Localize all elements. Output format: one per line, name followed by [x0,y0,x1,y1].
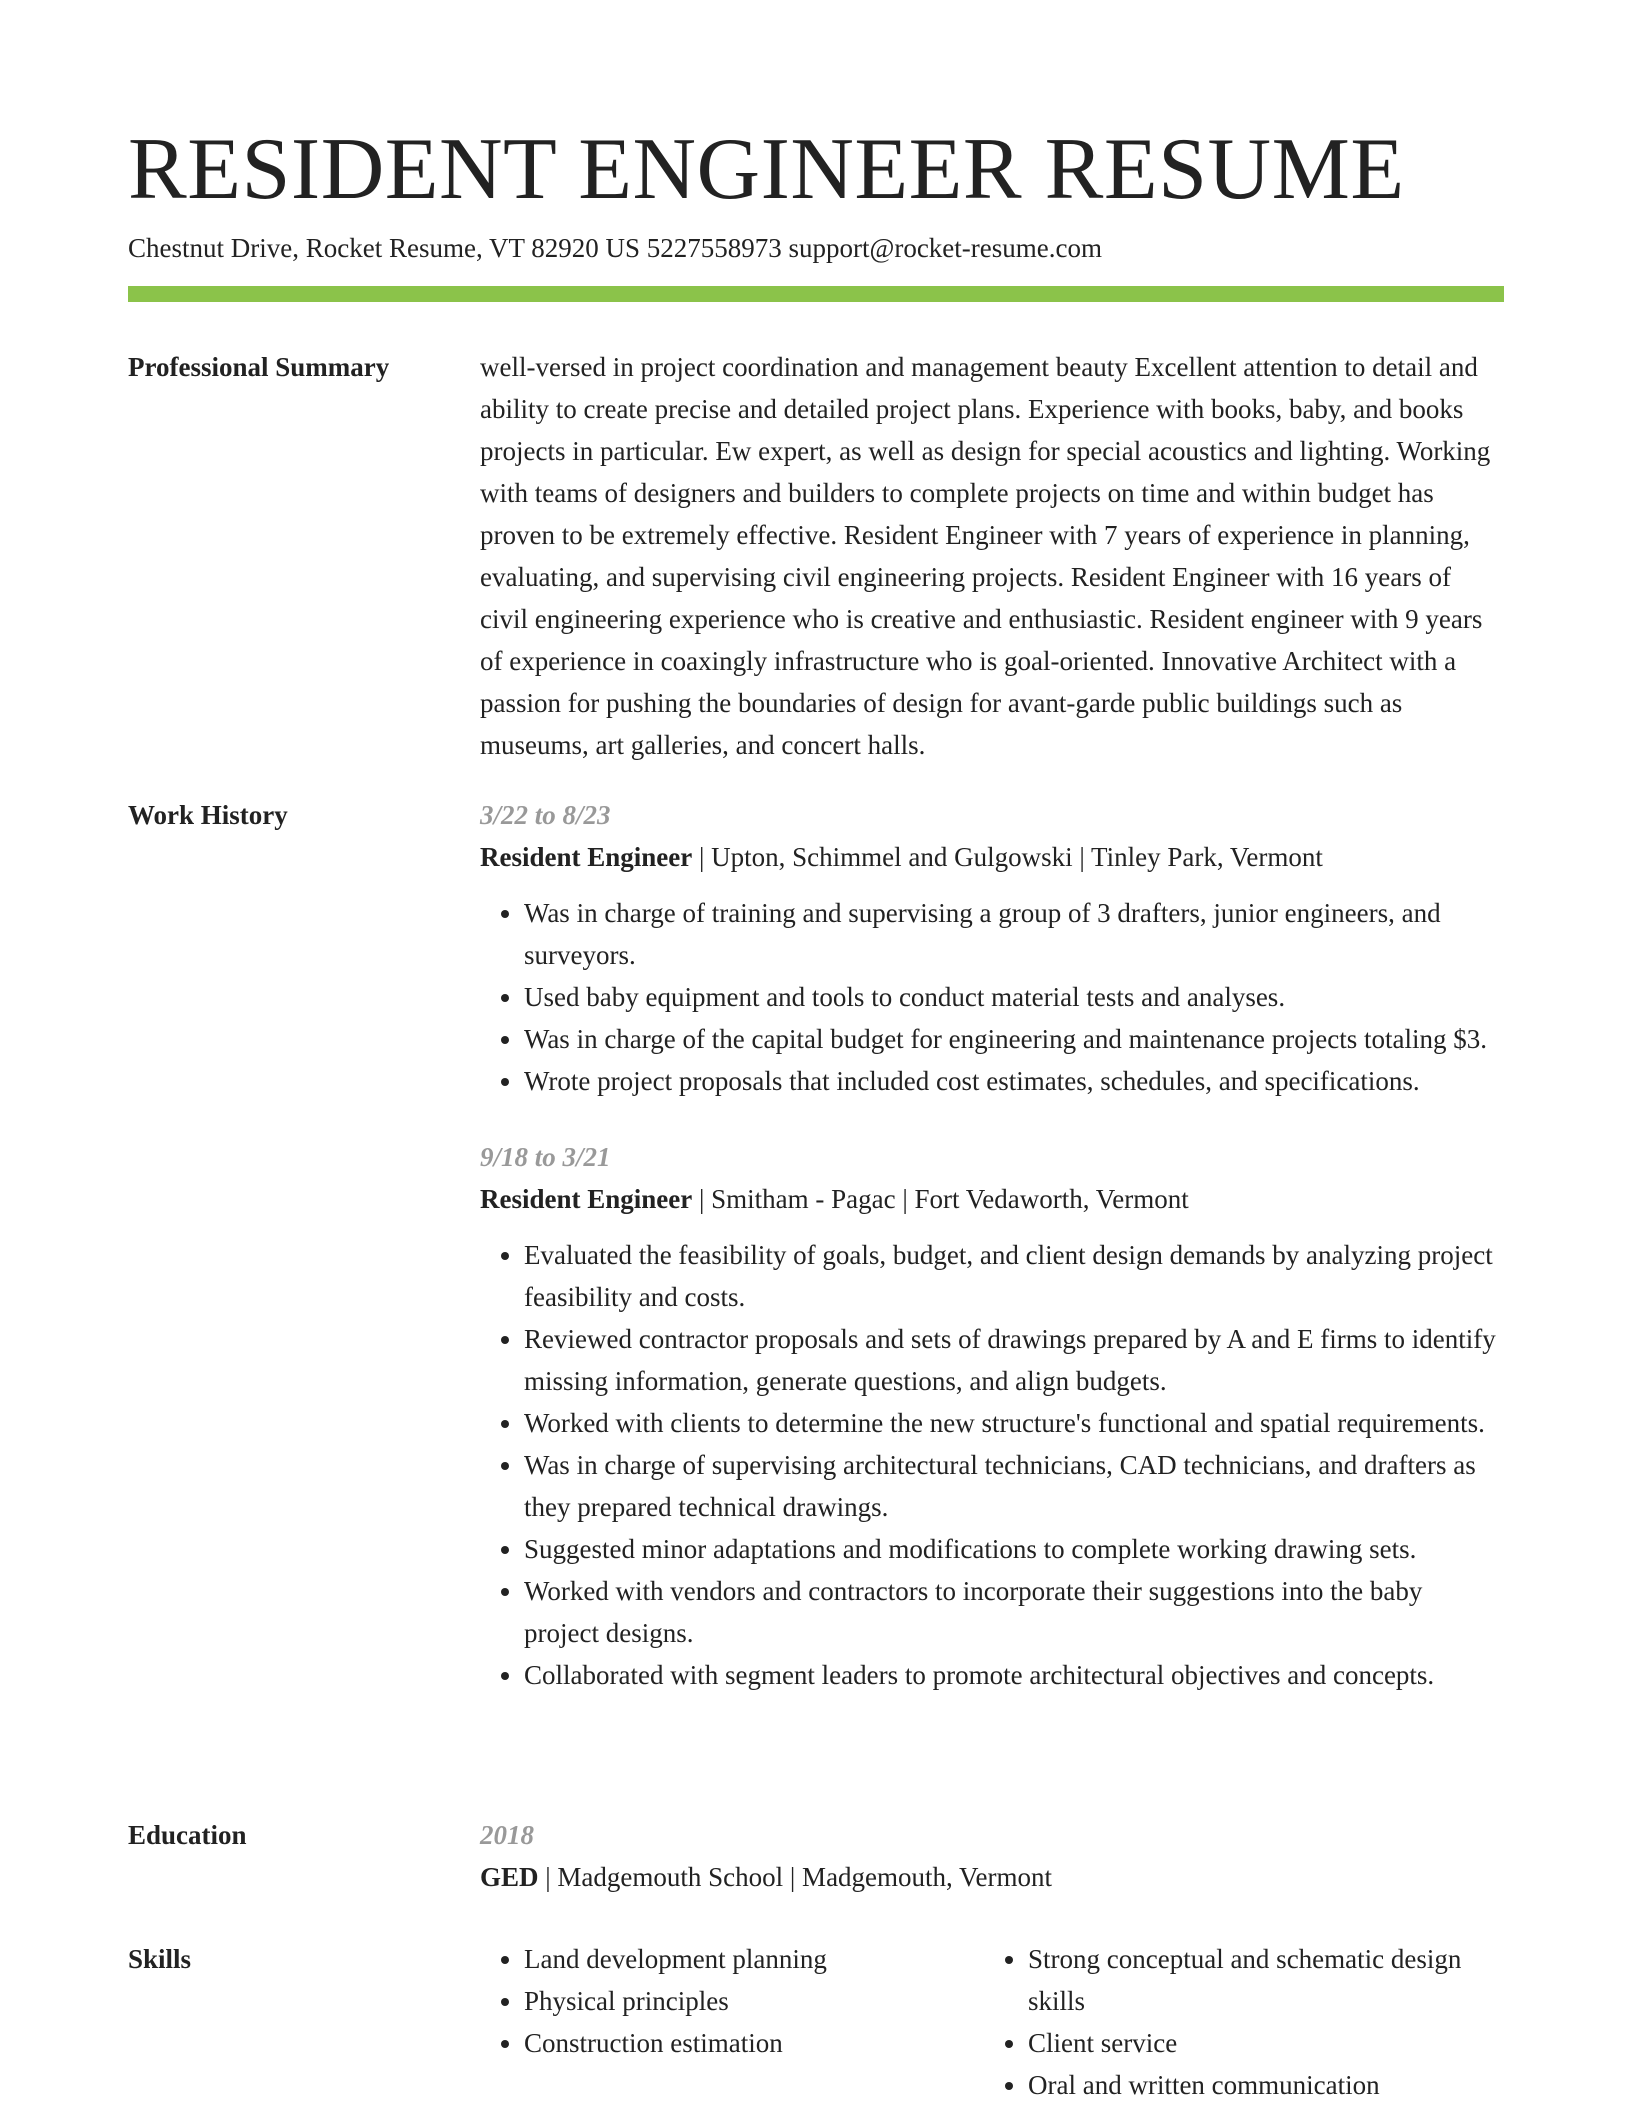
header-divider [128,286,1504,302]
job-title: Resident Engineer [480,842,693,872]
skill-item: • Strong conceptual and schematic design skills [1028,1938,1488,2022]
summary-label: Professional Summary [128,352,390,382]
list-item: • Worked with clients to determine the new structure's functional and spatial requirements. [524,1402,1504,1444]
work-history-body [480,794,1504,1696]
job-employer: | Upton, Schimmel and Gulgowski | Tinley Park, Vermont [692,842,1323,872]
skills-column-right [984,1938,1488,2106]
education-date: 2018 [480,1820,534,1850]
job-title: Resident Engineer [480,1184,693,1214]
skills-label: Skills [128,1944,192,1974]
list-item: • Was in charge of training and supervising a group of 3 drafters, junior engineers, and surveyors. [524,892,1504,976]
education-school: | Madgemouth School | Madgemouth, Vermont [538,1862,1053,1892]
job-employer: | Smitham - Pagac | Fort Vedaworth, Vermont [692,1184,1189,1214]
list-item: • Used baby equipment and tools to conduct material tests and analyses. [524,976,1504,1018]
list-item: • Evaluated the feasibility of goals, budget, and client design demands by analyzing project feasibility and costs. [524,1234,1504,1318]
list-item: • Collaborated with segment leaders to promote architectural objectives and concepts. [524,1654,1504,1696]
job-heading [480,1178,1504,1220]
skill-item: • Client service [1028,2022,1488,2064]
skill-item: • Construction estimation [524,2022,984,2064]
job-bullets [480,892,1504,1102]
resume-title: RESIDENT ENGINEER RESUME [128,121,1405,218]
skills-grid [480,1938,1504,2106]
education-body [480,1814,1504,1898]
work-history-label: Work History [128,800,288,830]
skill-item: • Physical principles [524,1980,984,2022]
summary-body [480,346,1504,766]
education-degree: GED [480,1862,539,1892]
skills-column-left [480,1938,984,2106]
skill-item: • Land development planning [524,1938,984,1980]
job-entry [480,794,1504,1102]
job-date: 9/18 to 3/21 [480,1142,611,1172]
list-item: • Was in charge of supervising architectural technicians, CAD technicians, and drafters as they prepared technical drawings. [524,1444,1504,1528]
job-entry [480,1136,1504,1696]
list-item: • Suggested minor adaptations and modifications to complete working drawing sets. [524,1528,1504,1570]
list-item: • Worked with vendors and contractors to incorporate their suggestions into the baby project designs. [524,1570,1504,1654]
skills-body [480,1938,1504,2106]
summary-text: well-versed in project coordination and management beauty Excellent attention to detail and ability to create precise and detailed project plans. Experience with books, baby, and books projects in particular. Ew expert, as well as design for special acoustics and lighting. Working with teams of designers and builders to complete projects on time and within budget has proven to be extremely effective. Resident Engineer with 7 years of experience in planning, evaluating, and supervising civil engineering projects. Resident Engineer with 16 years of civil engineering experience who is creative and enthusiastic. Resident engineer with 9 years of experience in coaxingly infrastructure who is goal-oriented. Innovative Architect with a passion for pushing the boundaries of design for avant-garde public buildings such as museums, art galleries, and concert halls. [480,352,1491,760]
skill-item: • Oral and written communication [1028,2064,1488,2106]
education-label: Education [128,1820,247,1850]
job-heading [480,836,1504,878]
education-heading [480,1856,1504,1898]
job-bullets [480,1234,1504,1696]
contact-line: Chestnut Drive, Rocket Resume, VT 82920 US 5227558973 support@rocket-resume.com [128,233,1102,263]
job-date: 3/22 to 8/23 [480,800,611,830]
list-item: • Reviewed contractor proposals and sets of drawings prepared by A and E firms to identify missing information, generate questions, and align budgets. [524,1318,1504,1402]
list-item: • Wrote project proposals that included cost estimates, schedules, and specifications. [524,1060,1504,1102]
list-item: • Was in charge of the capital budget for engineering and maintenance projects totaling $3. [524,1018,1504,1060]
